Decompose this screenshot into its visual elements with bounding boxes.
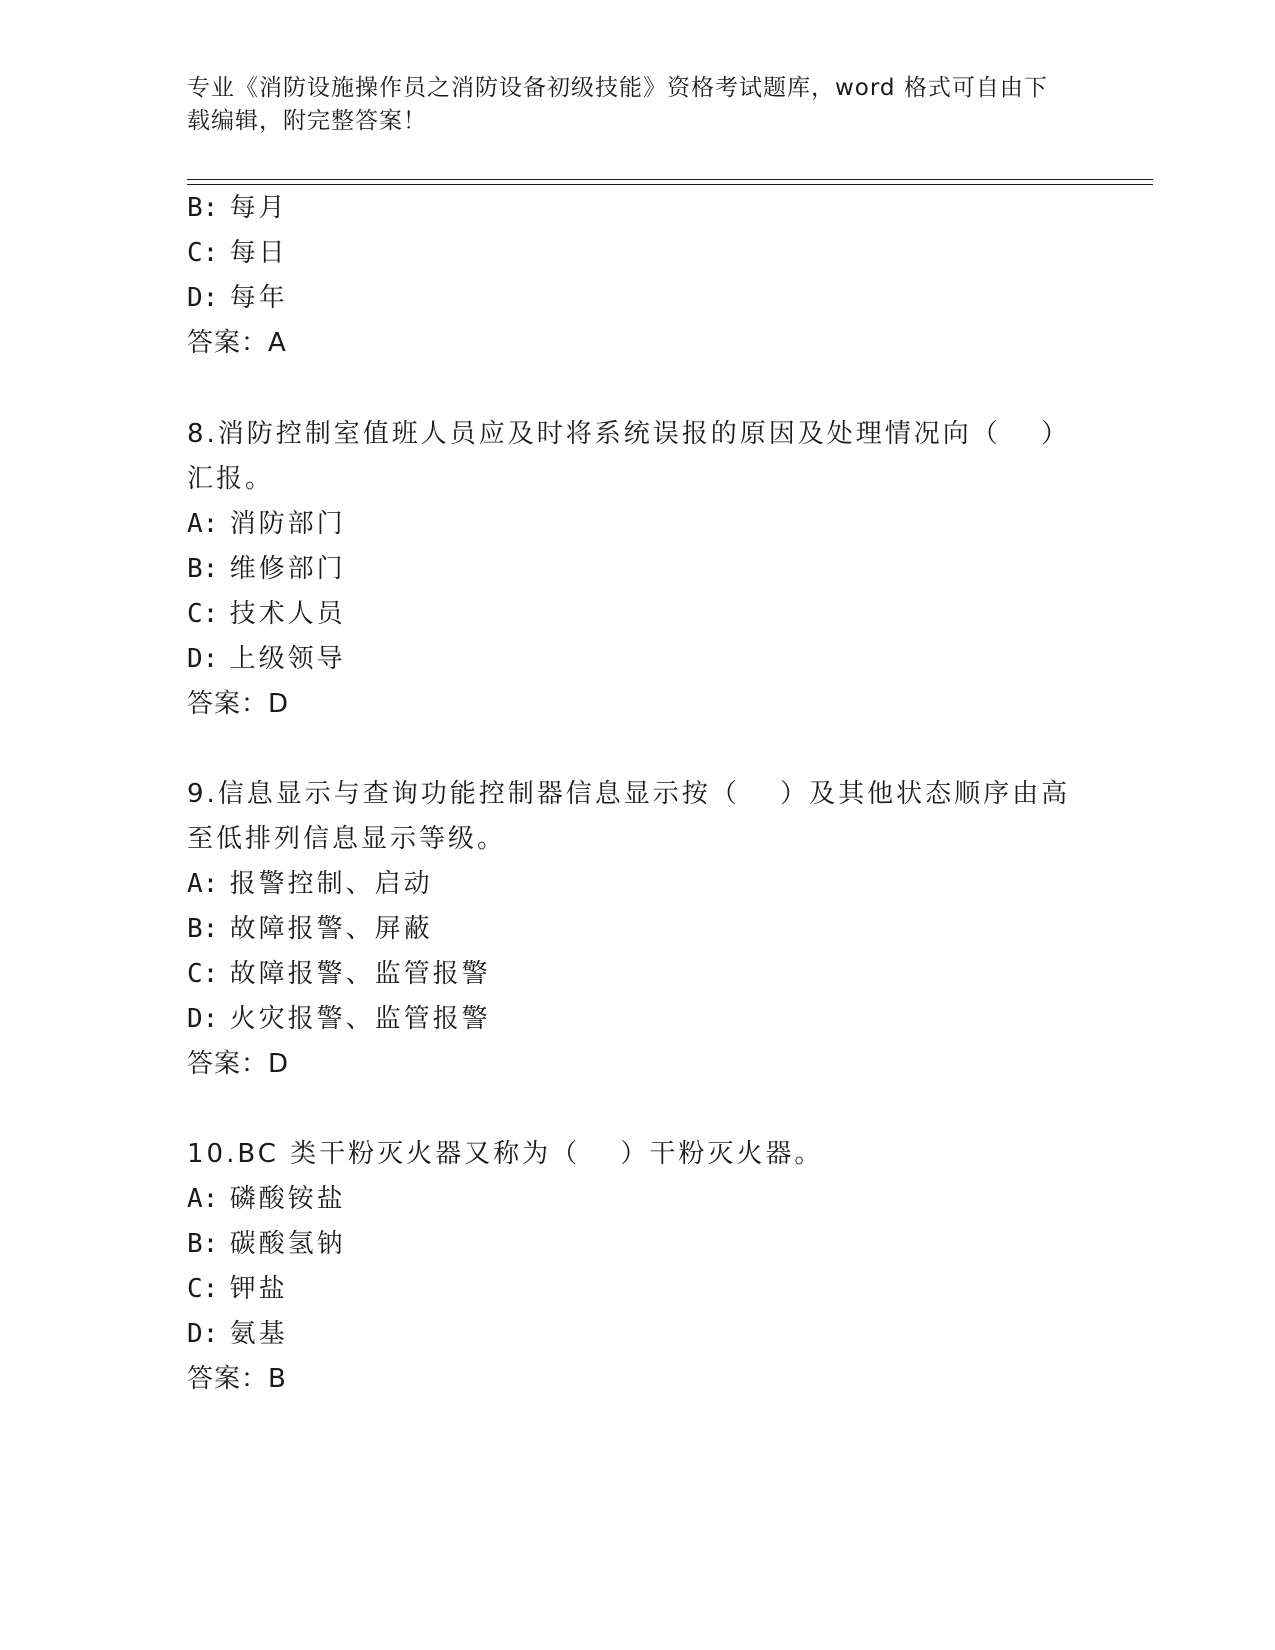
q10-option-d	[187, 1318, 288, 1350]
q10-option-c	[187, 1273, 288, 1305]
option-letter: C:	[187, 238, 219, 268]
option-text: 磷酸铵盐	[229, 1184, 346, 1214]
q8-stem-line-1: 8.消防控制室值班人员应及时将系统误报的原因及处理情况向（ ）	[187, 419, 1071, 449]
option-letter: C:	[187, 959, 219, 989]
option-letter: A:	[187, 509, 219, 539]
q9-answer: 答案：D	[187, 1049, 290, 1079]
q7-option-d	[187, 282, 288, 314]
q9-option-c	[187, 958, 491, 990]
option-text: 上级领导	[229, 644, 346, 674]
option-letter: A:	[187, 869, 219, 899]
option-text: 每年	[229, 283, 288, 313]
header-line-2: 载编辑，附完整答案！	[187, 108, 427, 134]
q9-option-b	[187, 913, 433, 945]
option-letter: B:	[187, 1229, 219, 1259]
q10-option-a	[187, 1183, 346, 1215]
option-text: 钾盐	[229, 1274, 288, 1304]
option-text: 碳酸氢钠	[229, 1229, 346, 1259]
q10-stem-line-1: 10.BC 类干粉灭火器又称为（ ）干粉灭火器。	[187, 1139, 824, 1169]
option-text: 技术人员	[229, 599, 346, 629]
option-text: 消防部门	[229, 509, 346, 539]
q7-option-b	[187, 192, 288, 224]
option-text: 每日	[229, 238, 288, 268]
header-rule-bottom	[187, 184, 1153, 185]
option-text: 维修部门	[229, 554, 346, 584]
option-text: 氨基	[229, 1319, 288, 1349]
q9-stem-line-2: 至低排列信息显示等级。	[187, 824, 507, 854]
q7-option-c	[187, 237, 288, 269]
option-letter: D:	[187, 644, 219, 674]
option-text: 每月	[229, 193, 288, 223]
option-text: 故障报警、监管报警	[229, 959, 491, 989]
document-header	[187, 72, 1067, 138]
option-letter: D:	[187, 283, 219, 313]
q8-stem-line-2: 汇报。	[187, 464, 275, 494]
option-letter: A:	[187, 1184, 219, 1214]
option-text: 报警控制、启动	[229, 869, 433, 899]
option-letter: C:	[187, 599, 219, 629]
option-letter: D:	[187, 1319, 219, 1349]
q9-option-d	[187, 1003, 491, 1035]
q8-option-a	[187, 508, 346, 540]
q8-answer: 答案：D	[187, 689, 290, 719]
header-rule-top	[187, 179, 1153, 180]
q8-option-c	[187, 598, 346, 630]
option-letter: B:	[187, 914, 219, 944]
option-text: 火灾报警、监管报警	[229, 1004, 491, 1034]
header-line-1: 专业《消防设施操作员之消防设备初级技能》资格考试题库，word 格式可自由下	[187, 75, 1048, 101]
q8-option-d	[187, 643, 346, 675]
q10-answer: 答案：B	[187, 1364, 287, 1394]
q7-answer: 答案：A	[187, 328, 287, 358]
option-letter: D:	[187, 1004, 219, 1034]
option-text: 故障报警、屏蔽	[229, 914, 433, 944]
option-letter: B:	[187, 193, 219, 223]
q10-option-b	[187, 1228, 346, 1260]
option-letter: B:	[187, 554, 219, 584]
option-letter: C:	[187, 1274, 219, 1304]
q8-option-b	[187, 553, 346, 585]
q9-stem-line-1: 9.信息显示与查询功能控制器信息显示按（ ）及其他状态顺序由高	[187, 779, 1071, 809]
q9-option-a	[187, 868, 433, 900]
